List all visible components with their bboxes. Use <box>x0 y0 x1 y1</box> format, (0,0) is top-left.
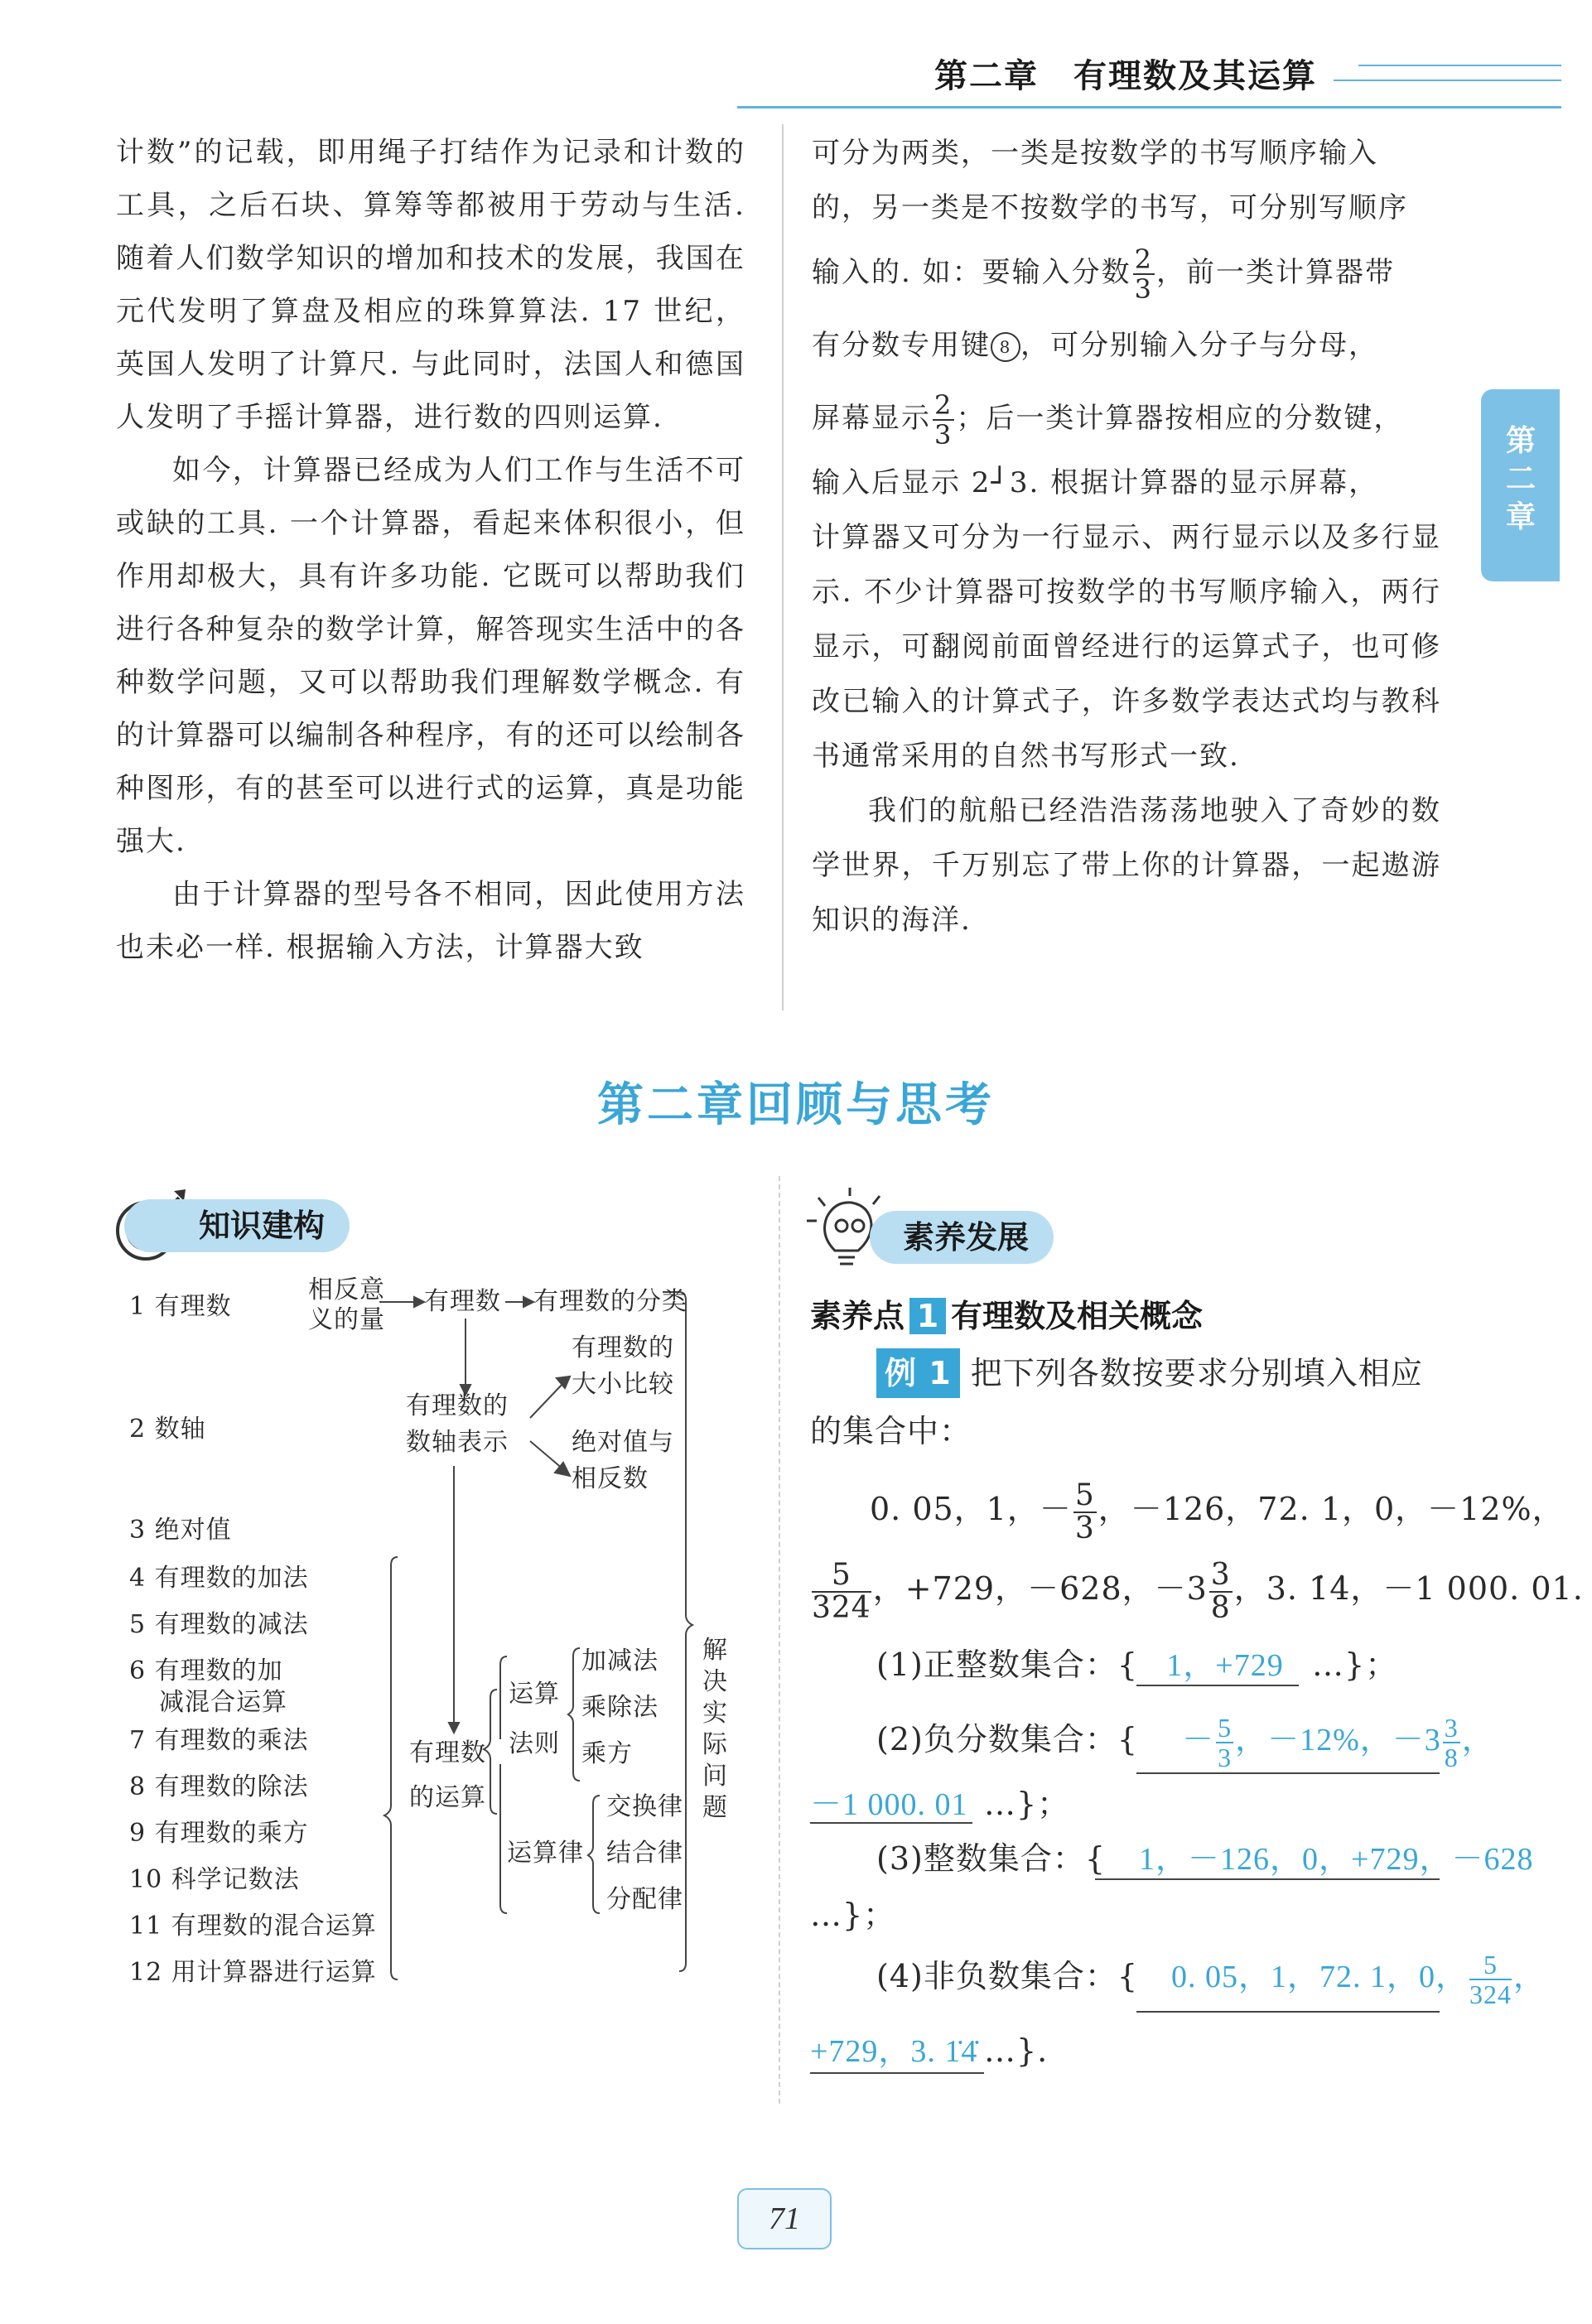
concept-item: 8 有理数的除法 <box>129 1772 309 1801</box>
question-2: (2)负分数集合：{ － $\frac{5}{3}$ ，－12%，－3 $\frac{3}{8}$ ， <box>876 1713 1494 1773</box>
paragraph: 我们的航船已经浩浩荡荡地驶入了奇妙的数学世界，千万别忘了带上你的计算器，一起遨游知识的海洋. <box>812 794 1441 937</box>
page-number: 71 <box>737 2188 832 2249</box>
concept-item: 6 有理数的加 <box>129 1656 283 1685</box>
example-line: 例 1 把下列各数按要求分别填入相应 <box>876 1348 1423 1398</box>
answer-2: － $\frac{5}{3}$ ，－12%，－3 $\frac{3}{8}$ ， <box>1182 1713 1494 1773</box>
concept-item: 3 绝对值 <box>129 1516 232 1545</box>
node-muldiv: 乘除法 <box>581 1693 659 1722</box>
answer-underline <box>810 1822 972 1824</box>
concept-item: 4 有理数的加法 <box>129 1564 309 1593</box>
node-laws: 运算律 <box>507 1839 584 1868</box>
text-line: 有分数专用键 8 ，可分别输入分子与分母， <box>812 329 1378 362</box>
paragraph: 由于计算器的型号各不相同，因此使用方法也未必一样. 根据输入方法，计算器大致 <box>116 878 745 964</box>
paragraph: 计数”的记载，即用绳子打结作为记录和计数的工具，之后石块、算筹等都被用于劳动与生活. 随着人们数学知识的增加和技术的发展，我国在元代发明了算盘及相应的珠算算法. 17 世纪，英国人发明了计算尺. 与此同时，法国人和德国人发明了手摇计算器，进行数的四则运算. <box>116 136 745 434</box>
answer-underline <box>1136 2011 1440 2013</box>
node-classify: 有理数的分类 <box>533 1287 687 1316</box>
answer-2-cont: －1 000. 01 <box>810 1787 968 1822</box>
concept-item: 减混合运算 <box>159 1688 287 1717</box>
number-list-line: $\frac{5}{324}$ ，+729，－628，－3 $\frac{3}{8}$ ，3. 1̇4̇，－1 000. 01. <box>812 1557 1584 1625</box>
question-1: (1)正整数集合：{ 1，+729 …}； <box>876 1640 1397 1690</box>
example-line: 的集合中： <box>810 1413 972 1449</box>
node-axis: 有理数的 数轴表示 <box>406 1391 509 1457</box>
node-distrib: 分配律 <box>606 1885 683 1914</box>
concept-item: 12 用计算器进行运算 <box>129 1958 377 1987</box>
concept-item: 7 有理数的乘法 <box>129 1726 309 1755</box>
fraction-5-324: $\frac{5}{324}$ <box>812 1557 871 1625</box>
question-3: (3)整数集合：{ 1，－126，0，+729，－628 <box>876 1840 1534 1877</box>
answer-underline <box>1095 1878 1440 1880</box>
number-list-line: 0. 05，1，－ $\frac{5}{3}$ ，－126，72. 1，0，－12%， <box>870 1478 1565 1545</box>
fraction-5-3: $\frac{5}{3}$ <box>1074 1478 1095 1545</box>
knowledge-badge: 知识建构 <box>124 1199 350 1252</box>
concept-item: 2 数轴 <box>129 1415 206 1444</box>
answer-3: 1，－126，0，+729，－628 <box>1139 1842 1534 1877</box>
question-3-cont: …}； <box>810 1897 896 1933</box>
concept-item: 9 有理数的乘方 <box>129 1819 309 1848</box>
example-label: 例 1 <box>876 1348 960 1398</box>
answer-4: 0. 05，1，72. 1，0， $\frac{5}{324}$ ， <box>1171 1950 1546 2010</box>
answer-underline <box>810 2072 984 2074</box>
concept-item: 5 有理数的减法 <box>129 1610 309 1639</box>
chapter-header-title: 第二章 有理数及其运算 <box>934 57 1317 95</box>
text-line: 输入的. 如：要输入分数 $\frac{2}{3}$ ，前一类计算器带 <box>812 243 1395 305</box>
concept-item: 1 有理数 <box>129 1292 232 1321</box>
fraction-2-3: $\frac{2}{3}$ <box>1134 243 1153 305</box>
answer-underline <box>1136 1772 1440 1774</box>
point-number-badge: 1 <box>909 1298 946 1334</box>
text-line: 输入后显示 2┘3. 根据计算器的显示屏幕， <box>812 466 1379 499</box>
fraction-key-icon: 8 <box>991 332 1020 362</box>
fraction-2-3: $\frac{2}{3}$ <box>934 389 953 451</box>
node-rational: 有理数 <box>424 1287 501 1316</box>
node-compare: 有理数的 大小比较 <box>572 1333 674 1399</box>
node-operations: 有理数 的运算 <box>409 1738 486 1812</box>
node-addsub: 加减法 <box>581 1647 659 1675</box>
concept-item: 11 有理数的混合运算 <box>129 1912 377 1941</box>
review-section-title: 第二章回顾与思考 <box>597 1078 995 1132</box>
question-2-cont: －1 000. 01 …}； <box>810 1779 1069 1830</box>
node-abs: 绝对值与 相反数 <box>572 1428 674 1493</box>
node-opposite: 相反意 义的量 <box>308 1275 385 1334</box>
node-solve-problems: 解决实际问题 <box>702 1636 727 1822</box>
node-power: 乘方 <box>581 1739 633 1768</box>
literacy-point-heading: 素养点 1 有理数及相关概念 <box>810 1298 1204 1334</box>
question-4: (4)非负数集合：{ 0. 05，1，72. 1，0， $\frac{5}{324}$ ， <box>876 1950 1546 2010</box>
paragraph: 如今，计算器已经成为人们工作与生活不可或缺的工具. 一个计算器，看起来体积很小，但作用却极大，具有许多功能. 它既可以帮助我们进行各种复杂的数学计算，解答现实生活中的各种数学问题，又可以帮助我们理解数学概念. 有的计算器可以编制各种程序，有的还可以绘制各种图形，有的甚至可以进行式的运算，真是功能强大. <box>116 454 745 858</box>
literacy-badge: 素养发展 <box>870 1211 1054 1264</box>
side-tab-label: 第二章 <box>1506 424 1537 534</box>
text-line: 的，另一类是不按数学的书写，可分别写顺序 <box>812 191 1408 224</box>
answer-1: 1，+729 <box>1166 1648 1284 1683</box>
section-divider <box>779 1176 780 2104</box>
text-line: 屏幕显示 $\frac{2}{3}$ ；后一类计算器按相应的分数键， <box>812 389 1404 451</box>
fraction-3-8: $\frac{3}{8}$ <box>1210 1557 1231 1625</box>
node-assoc: 结合律 <box>606 1839 683 1868</box>
concept-item: 10 科学记数法 <box>129 1865 300 1894</box>
paragraph: 计算器又可分为一行显示、两行显示以及多行显示. 不少计算器可按数学的书写顺序输入，两行显示，可翻阅前面曾经进行的运算式子，也可修改已输入的计算式子，许多数学表达式均与教科书通常采用的自然书写形式一致. <box>812 521 1441 773</box>
answer-underline <box>1136 1685 1299 1686</box>
answer-4-cont: +729，3. 1̇4̇ <box>810 2034 978 2069</box>
question-4-cont: +729，3. 1̇4̇ …}. <box>810 2026 1048 2076</box>
node-rules: 运算 法则 <box>509 1680 560 1758</box>
node-commute: 交换律 <box>606 1792 683 1821</box>
text-line: 可分为两类，一类是按数学的书写顺序输入 <box>812 137 1378 170</box>
